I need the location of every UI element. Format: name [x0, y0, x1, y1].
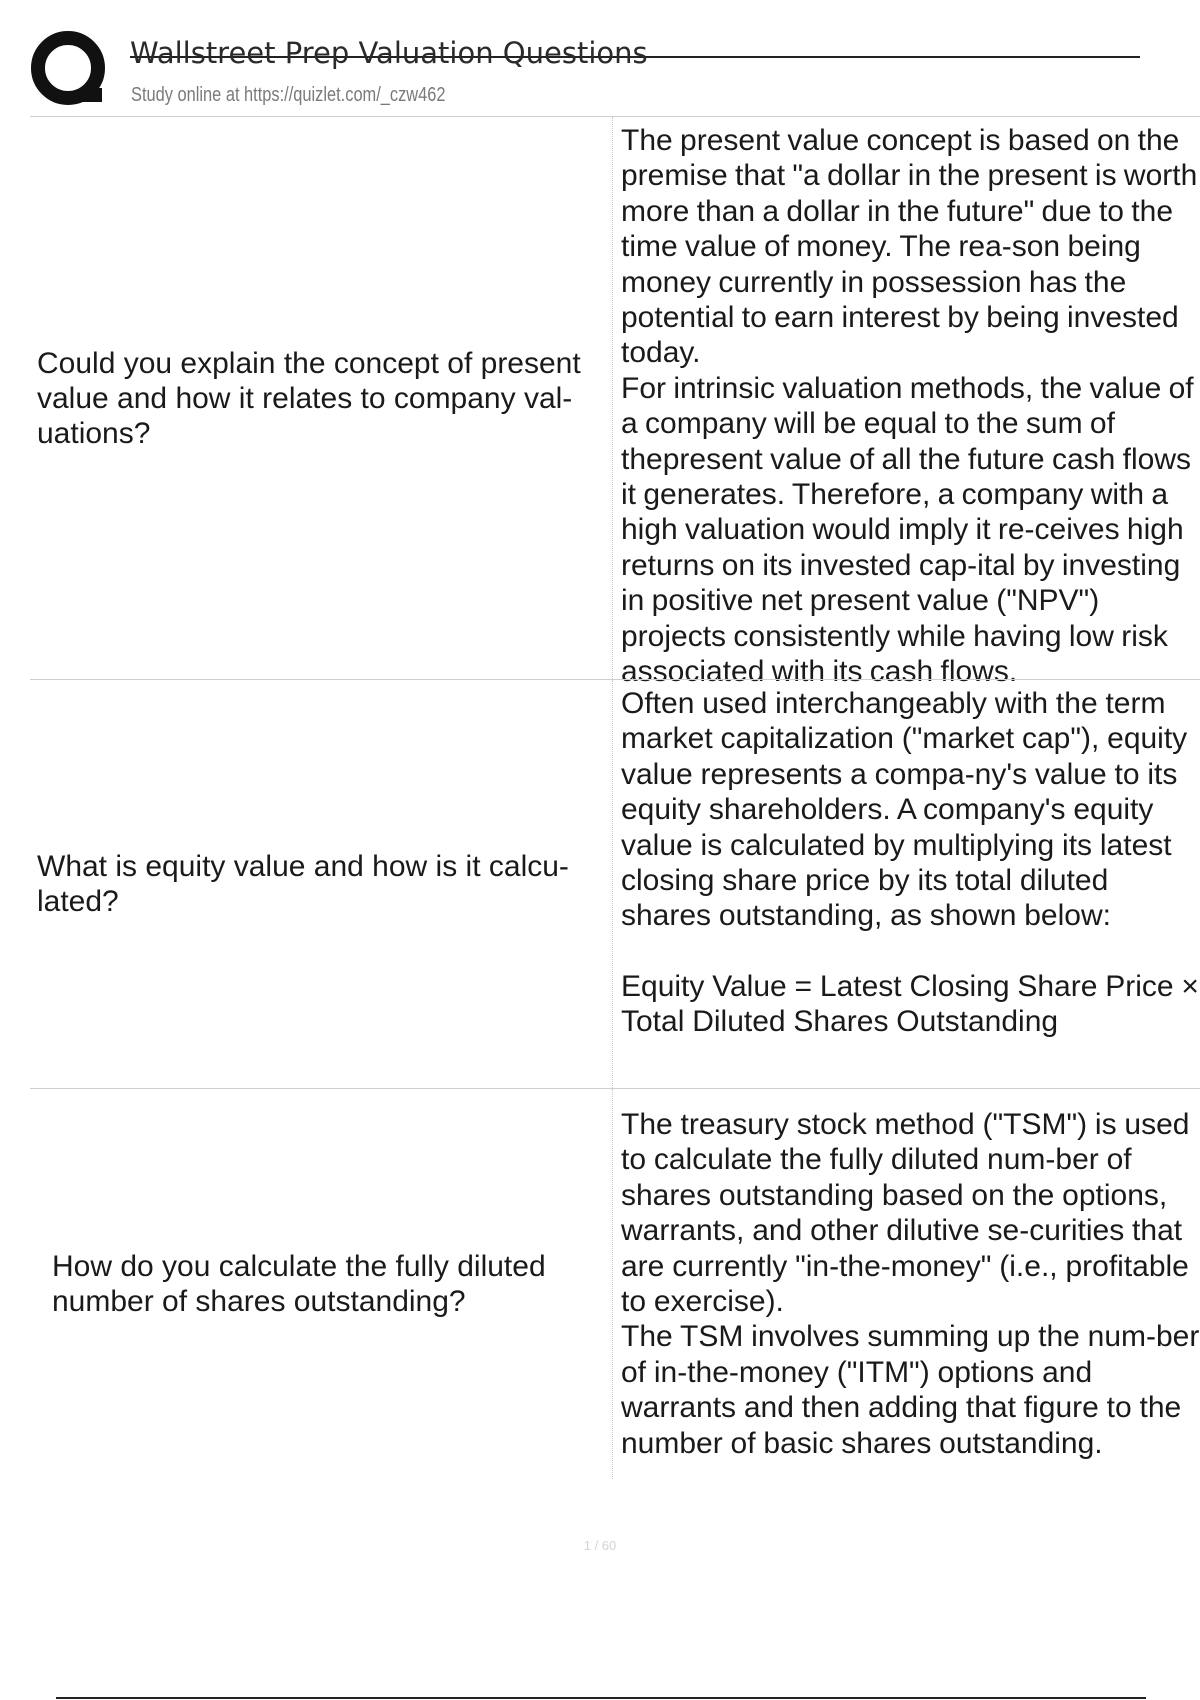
flashcard [30, 679, 1200, 1088]
document-title: Wallstreet Prep Valuation Questions [130, 36, 648, 70]
document-header [30, 30, 1140, 115]
flashcard-definition [613, 117, 1200, 689]
flashcard-term [30, 117, 612, 679]
term-line: How do you calculate the fully diluted [52, 1250, 546, 1283]
quizlet-logo-icon [30, 30, 112, 112]
footer-rule [56, 1697, 1146, 1699]
flashcard-term [30, 680, 612, 1088]
study-online-link: Study online at https://quizlet.com/_czw462 [131, 84, 446, 106]
term-line: value and how it relates to company val- [37, 381, 573, 415]
term-line: lated? [37, 885, 119, 918]
page-number: 1 / 60 [583, 1538, 617, 1553]
term-line: What is equity value and how is it calcu- [37, 850, 569, 883]
definition-paragraph: The TSM involves summing up the num-ber of in-the-money ("ITM") options and warrants and then adding that figure to the number of basic shares outstanding. [621, 1320, 1200, 1460]
definition-paragraph: The treasury stock method ("TSM") is used to calculate the fully diluted num-ber of shares outstanding based on the options, warrants, and other dilutive se-curities that are currently "in-the-money" (i.e., profitable to exercise). [621, 1108, 1190, 1319]
flashcard-definition [613, 680, 1200, 1088]
term-line: uations? [37, 416, 151, 450]
definition-paragraph: Often used interchangeably with the term market capitalization ("market cap"), equity value represents a compa-ny's value to its equity shareholders. A company's equity value is calculated by multiplying its latest closing share price by its total diluted shares outstanding, as shown below: [621, 687, 1188, 933]
flashcard [30, 116, 1200, 689]
flashcard [30, 1088, 1200, 1479]
term-line: number of shares outstanding? [52, 1285, 466, 1318]
definition-paragraph: The present value concept is based on the premise that "a dollar in the present is worth more than a dollar in the future" due to the time value of money. The rea-son being money currently in possession has the potential to earn interest by being invested today. [621, 124, 1198, 370]
flashcard-definition [613, 1089, 1200, 1479]
flashcard-list [30, 116, 1200, 1479]
definition-paragraph: For intrinsic valuation methods, the value of a company will be equal to the sum of thepresent value of all the future cash flows it generates. Therefore, a company with a high valuation would imply it re-ceives high returns on its invested cap-ital by investing in positive net present value ("NPV") projects consistently while having low risk associated with its cash flows. [621, 371, 1194, 689]
term-line: Could you explain the concept of present [37, 346, 581, 380]
equity-value-formula: Equity Value = Latest Closing Share Price × Total Diluted Shares Outstanding [621, 969, 1199, 1039]
flashcard-term [30, 1089, 612, 1479]
